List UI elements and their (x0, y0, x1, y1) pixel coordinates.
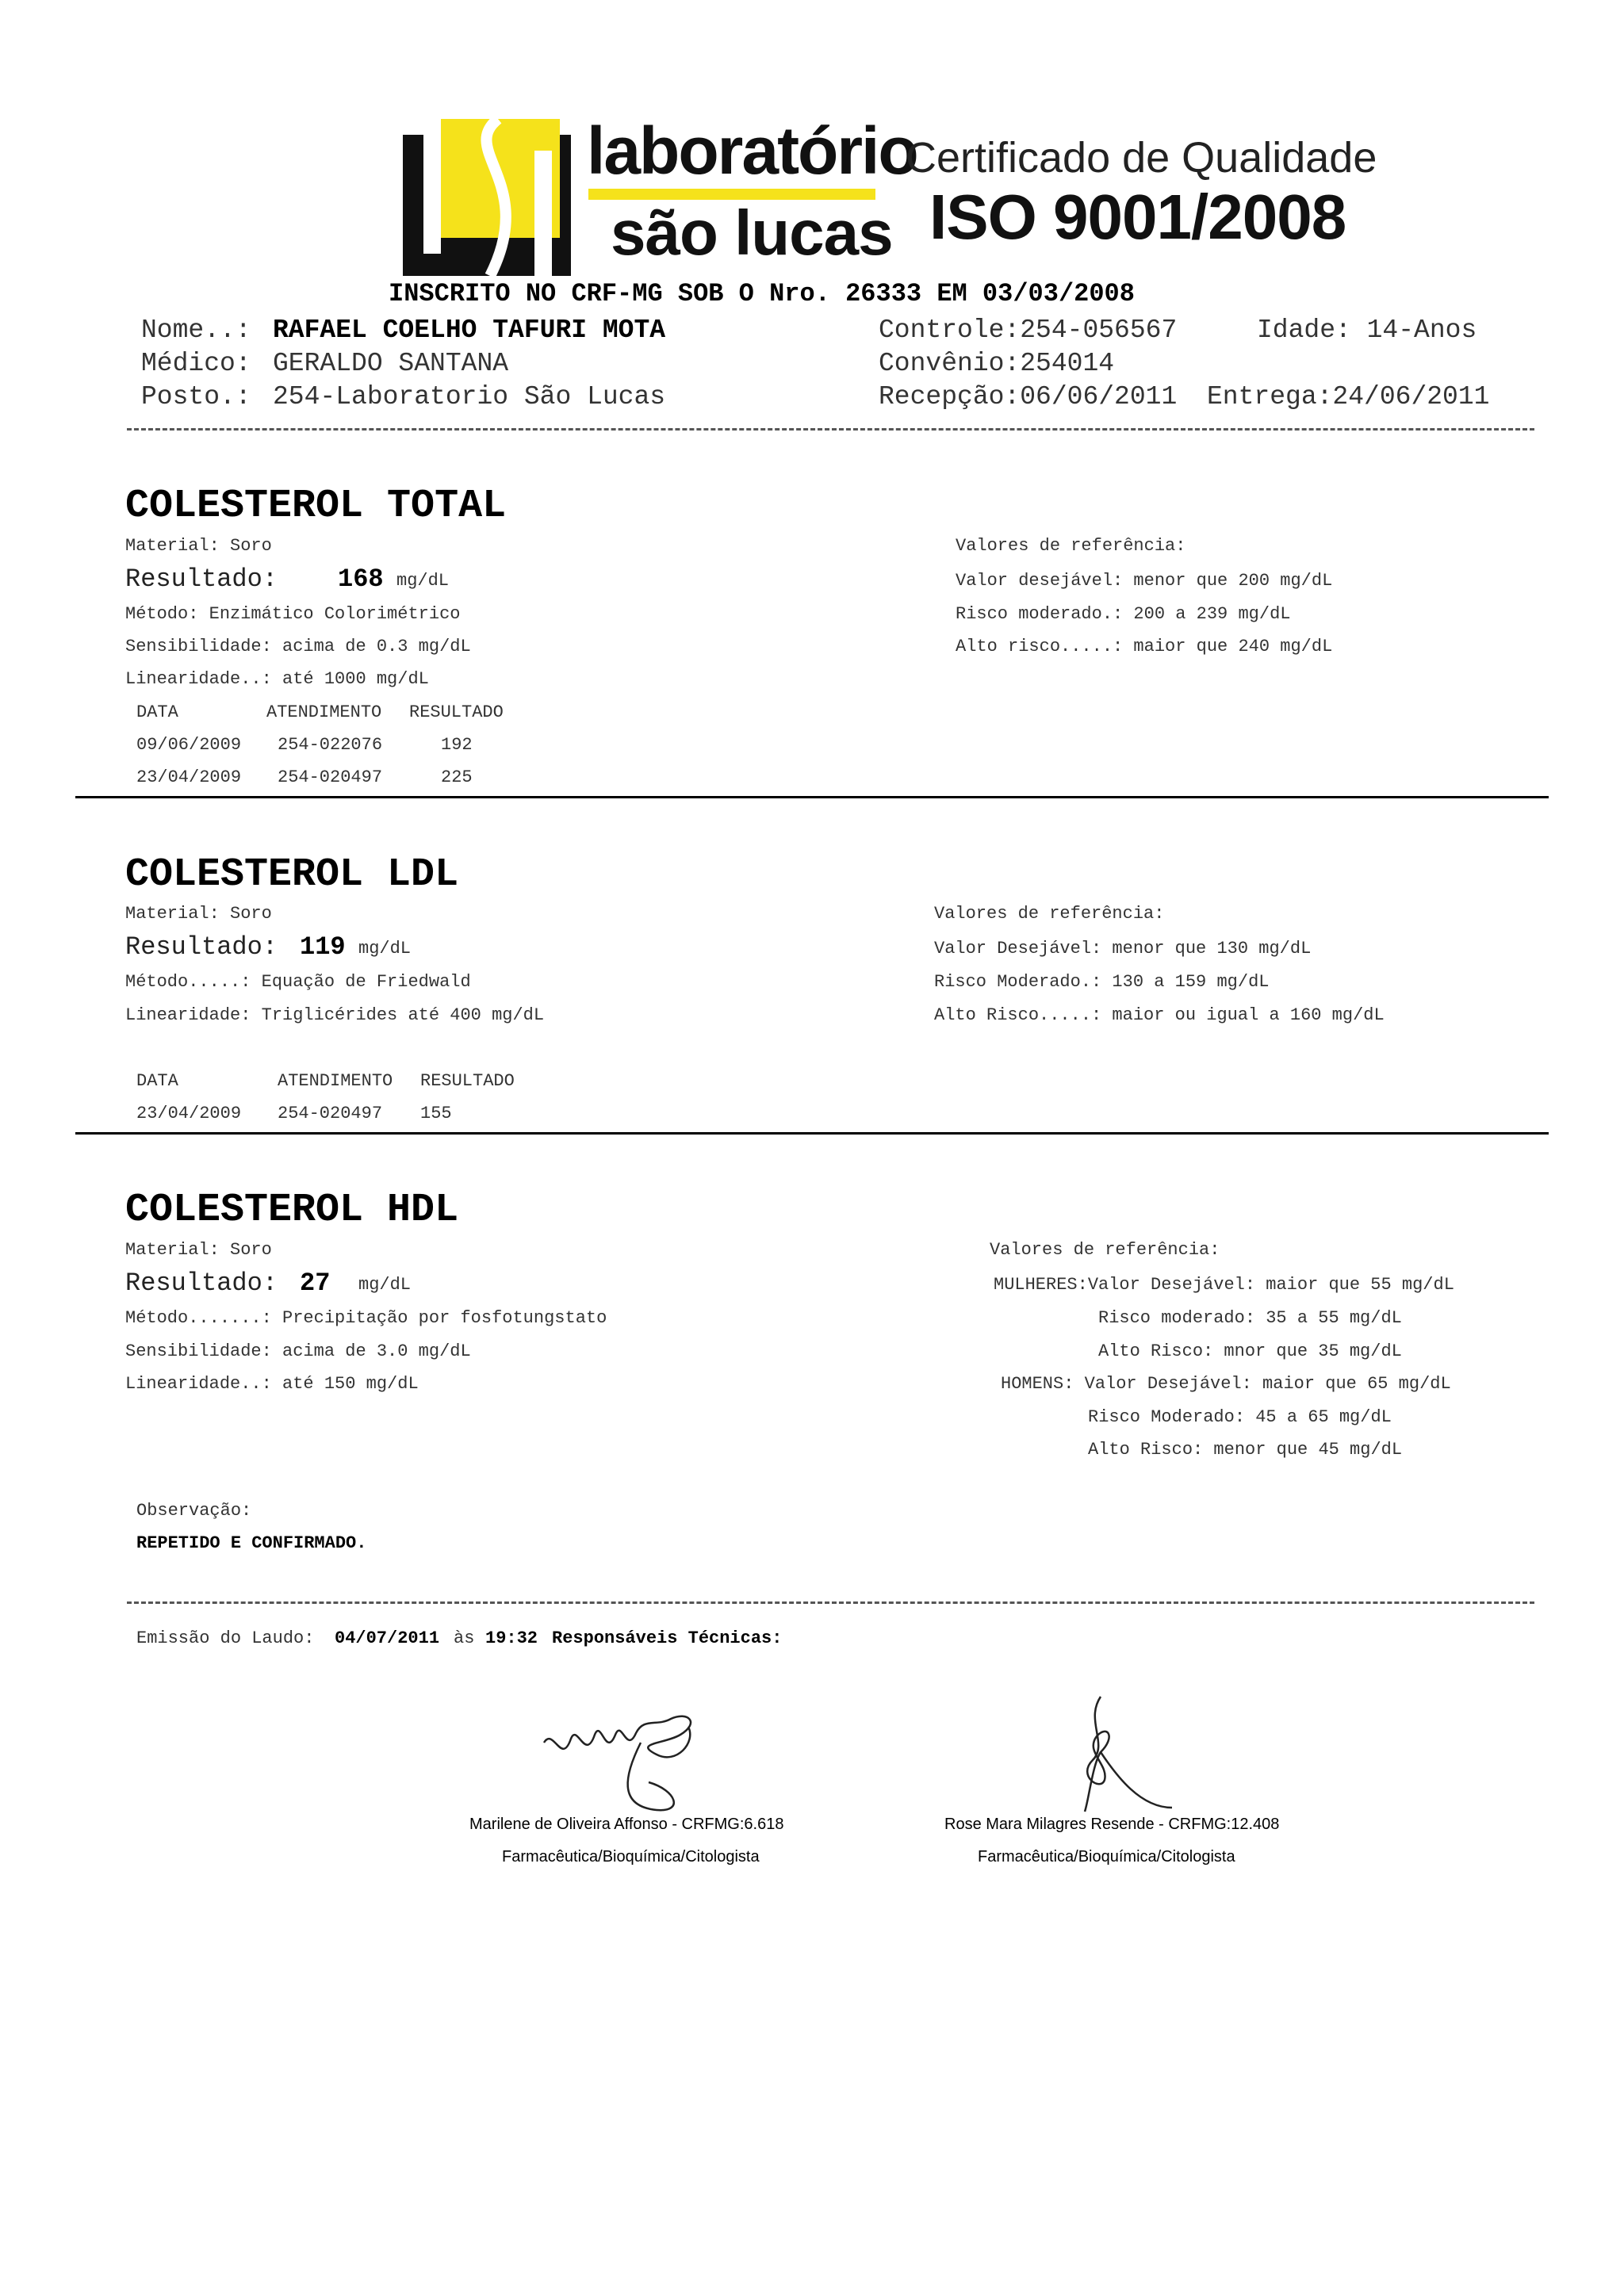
result-value: 119 (300, 932, 346, 962)
method: Método: Enzimático Colorimétrico (125, 604, 461, 624)
history-header-result: RESULTADO (409, 702, 504, 722)
result-value: 27 (300, 1269, 331, 1298)
reference-line: Risco Moderado.: 130 a 159 mg/dL (934, 972, 1270, 992)
material: Material: Soro (125, 904, 272, 924)
reference-line: HOMENS: Valor Desejável: maior que 65 mg/dL (1001, 1374, 1451, 1394)
history-header-date: DATA (136, 1071, 178, 1091)
history-header-service: ATENDIMENTO (266, 702, 382, 722)
result-unit: mg/dL (358, 939, 412, 959)
certificate-title: Certificado de Qualidade (906, 134, 1377, 182)
history-header-service: ATENDIMENTO (278, 1071, 393, 1091)
reference-line: Valor Desejável: menor que 130 mg/dL (934, 939, 1312, 959)
reference-line: Valor desejável: menor que 200 mg/dL (956, 571, 1333, 591)
patient-age: Idade: 14-Anos (1257, 316, 1477, 345)
reference-line: Risco moderado.: 200 a 239 mg/dL (956, 604, 1291, 624)
material: Material: Soro (125, 1240, 272, 1260)
result-unit: mg/dL (396, 571, 450, 591)
history-date: 09/06/2009 (136, 735, 242, 755)
result-label: Resultado: (125, 564, 278, 594)
reference-line: Risco moderado: 35 a 55 mg/dL (1098, 1308, 1402, 1328)
issue-date: 04/07/2011 (335, 1628, 440, 1648)
section-title: COLESTEROL LDL (125, 852, 459, 897)
reference-line: Alto risco.....: maior que 240 mg/dL (956, 637, 1333, 656)
footer-divider (127, 1601, 1534, 1604)
responsible-label: Responsáveis Técnicas: (552, 1628, 783, 1648)
issue-label: Emissão do Laudo: (136, 1628, 315, 1648)
doctor-name: GERALDO SANTANA (273, 349, 509, 378)
post-name: 254-Laboratorio São Lucas (273, 382, 666, 411)
result-label: Resultado: (125, 1269, 278, 1298)
result-value: 168 (338, 564, 384, 594)
history-service: 254-020497 (278, 767, 383, 787)
reference-line: Alto Risco: mnor que 35 mg/dL (1098, 1341, 1402, 1361)
signature-rose (1063, 1674, 1174, 1805)
section-title: COLESTEROL TOTAL (125, 484, 507, 529)
history-result: 155 (420, 1104, 452, 1123)
linearity: Linearidade: Triglicérides até 400 mg/dL (125, 1005, 545, 1025)
history-result: 192 (441, 735, 473, 755)
result-unit: mg/dL (358, 1275, 412, 1295)
sensitivity: Sensibilidade: acima de 3.0 mg/dL (125, 1341, 471, 1361)
history-header-date: DATA (136, 702, 178, 722)
signer-role: Farmacêutica/Bioquímica/Citologista (502, 1848, 760, 1866)
history-date: 23/04/2009 (136, 767, 242, 787)
reception-date: Recepção:06/06/2011 (879, 382, 1178, 411)
delivery-date: Entrega:24/06/2011 (1207, 382, 1490, 411)
reference-title: Valores de referência: (956, 536, 1186, 556)
history-header-result: RESULTADO (420, 1071, 515, 1091)
section-divider (75, 1132, 1549, 1135)
method: Método.......: Precipitação por fosfotungstato (125, 1308, 607, 1328)
sensitivity: Sensibilidade: acima de 0.3 mg/dL (125, 637, 471, 656)
logo-mark-icon (403, 119, 571, 276)
agreement-number: Convênio:254014 (879, 349, 1115, 378)
linearity: Linearidade..: até 1000 mg/dL (125, 669, 429, 689)
lab-name-line1: laboratório (587, 113, 917, 188)
issue-time: 19:32 (485, 1628, 538, 1648)
history-service: 254-022076 (278, 735, 383, 755)
observation-text: REPETIDO E CONFIRMADO. (136, 1533, 367, 1553)
reference-line: MULHERES:Valor Desejável: maior que 55 mg/dL (994, 1275, 1454, 1295)
signer-name: Rose Mara Milagres Resende - CRFMG:12.408 (944, 1816, 1280, 1833)
name-label: Nome..: (141, 316, 251, 345)
post-label: Posto.: (141, 382, 251, 411)
header-divider (127, 428, 1534, 430)
section-title: COLESTEROL HDL (125, 1188, 459, 1233)
issue-at: às (454, 1628, 475, 1648)
signer-role: Farmacêutica/Bioquímica/Citologista (978, 1848, 1235, 1866)
reference-line: Alto Risco: menor que 45 mg/dL (1088, 1440, 1403, 1460)
lab-name-line2: são lucas (611, 197, 893, 268)
lab-logo (396, 105, 565, 262)
signer-name: Marilene de Oliveira Affonso - CRFMG:6.618 (469, 1816, 784, 1833)
registration-line: INSCRITO NO CRF-MG SOB O Nro. 26333 EM 03/03/2008 (389, 279, 1135, 308)
history-date: 23/04/2009 (136, 1104, 242, 1123)
patient-name: RAFAEL COELHO TAFURI MOTA (273, 316, 666, 345)
reference-title: Valores de referência: (990, 1240, 1220, 1260)
material: Material: Soro (125, 536, 272, 556)
history-service: 254-020497 (278, 1104, 383, 1123)
certificate-code: ISO 9001/2008 (929, 182, 1346, 252)
reference-line: Risco Moderado: 45 a 65 mg/dL (1088, 1407, 1392, 1427)
history-result: 225 (441, 767, 473, 787)
section-divider (75, 796, 1549, 798)
method: Método.....: Equação de Friedwald (125, 972, 471, 992)
signature-marilene (531, 1681, 706, 1800)
result-label: Resultado: (125, 932, 278, 962)
linearity: Linearidade..: até 150 mg/dL (125, 1374, 419, 1394)
doctor-label: Médico: (141, 349, 251, 378)
reference-title: Valores de referência: (934, 904, 1165, 924)
reference-line: Alto Risco.....: maior ou igual a 160 mg/dL (934, 1005, 1385, 1025)
observation-label: Observação: (136, 1501, 252, 1521)
control-number: Controle:254-056567 (879, 316, 1178, 345)
